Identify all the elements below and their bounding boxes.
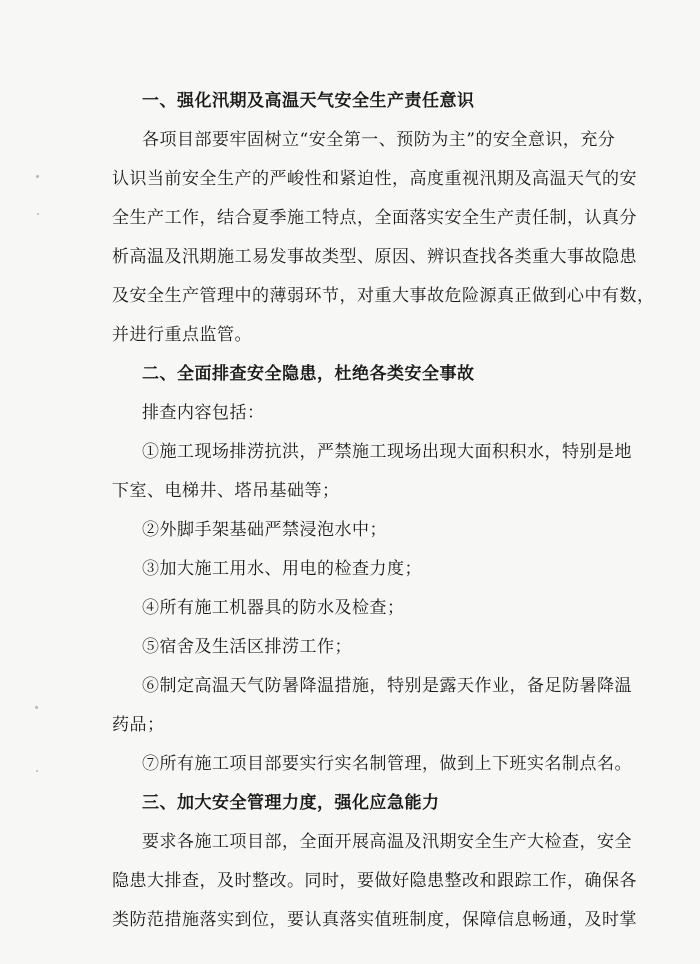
scan-speck — [35, 706, 38, 709]
list-item-continuation: 药品； — [112, 715, 165, 735]
list-item: ⑥制定高温天气防暑降温措施，特别是露天作业，备足防暑降温 — [142, 676, 632, 696]
section-heading-1: 一、强化汛期及高温天气安全生产责任意识 — [142, 91, 475, 111]
section-heading-3: 三、加大安全管理力度，强化应急能力 — [142, 793, 440, 813]
list-item: ③加大施工用水、用电的检查力度； — [142, 559, 422, 579]
paragraph-line: 析高温及汛期施工易发事故类型、原因、辨识查找各类重大事故隐患 — [112, 247, 637, 267]
list-item: ⑤宿舍及生活区排涝工作； — [142, 637, 352, 657]
scan-speck — [37, 213, 39, 215]
paragraph-line: 认识当前安全生产的严峻性和紧迫性，高度重视汛期及高温天气的安 — [112, 169, 637, 189]
list-item: ④所有施工机器具的防水及检查； — [142, 598, 405, 618]
paragraph-line: 要求各施工项目部，全面开展高温及汛期安全生产大检查，安全 — [142, 832, 632, 852]
section-heading-2: 二、全面排查安全隐患，杜绝各类安全事故 — [142, 364, 475, 384]
list-item: ②外脚手架基础严禁浸泡水中； — [142, 520, 387, 540]
list-item-continuation: 下室、电梯井、塔吊基础等； — [112, 481, 340, 501]
scan-speck — [36, 770, 38, 772]
paragraph-line: 隐患大排查，及时整改。同时，要做好隐患整改和跟踪工作，确保各 — [112, 871, 637, 891]
paragraph-line: 及安全生产管理中的薄弱环节，对重大事故危险源真正做到心中有数， — [112, 286, 655, 306]
paragraph-line: 排查内容包括： — [142, 403, 265, 423]
list-item: ⑦所有施工项目部要实行实名制管理，做到上下班实名制点名。 — [142, 754, 632, 774]
paragraph-line: 并进行重点监管。 — [112, 325, 252, 345]
list-item: ①施工现场排涝抗洪，严禁施工现场出现大面积积水，特别是地 — [142, 442, 632, 462]
scan-speck — [36, 175, 39, 178]
paragraph-line: 类防范措施落实到位，要认真落实值班制度，保障信息畅通，及时掌 — [112, 910, 637, 930]
paragraph-line: 全生产工作，结合夏季施工特点，全面落实安全生产责任制，认真分 — [112, 208, 637, 228]
paragraph-line: 各项目部要牢固树立“安全第一、预防为主”的安全意识，充分 — [142, 130, 616, 150]
